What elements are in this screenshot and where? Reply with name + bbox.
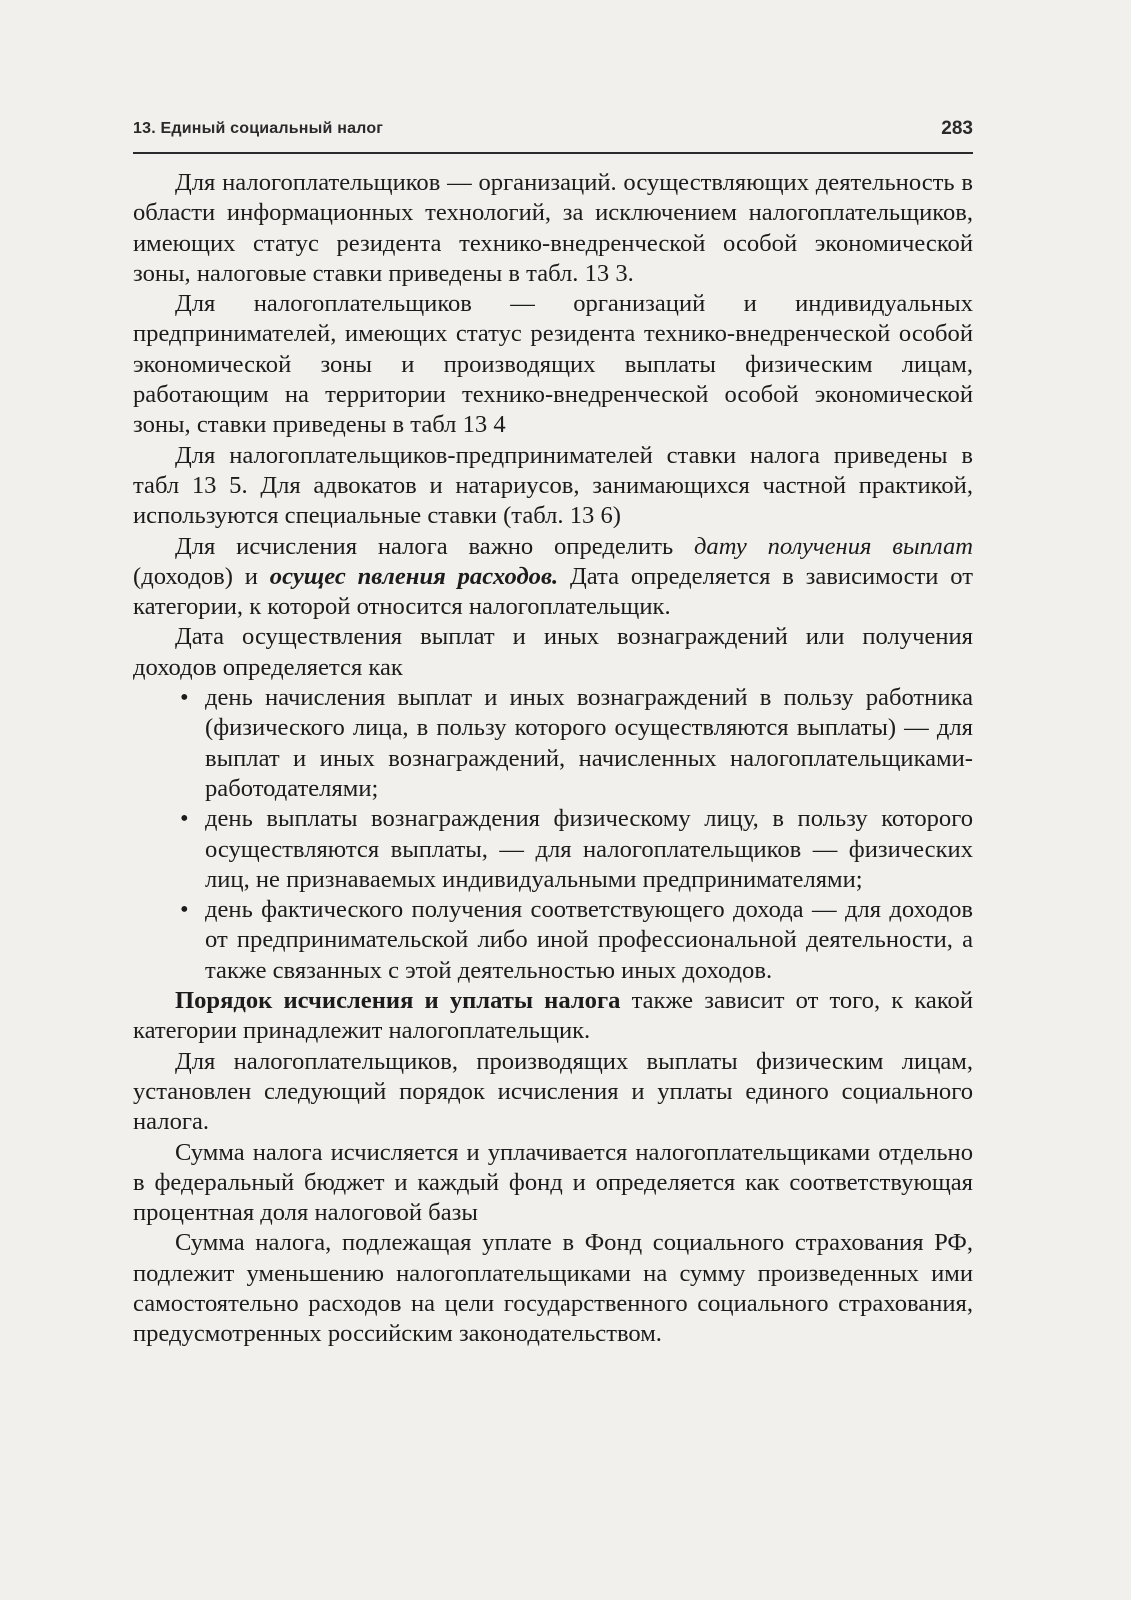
list-item: • день начисления выплат и иных вознаграждений в пользу работника (физического лица, в пользу которого осуществляются выплаты) — для выплат и иных вознаграждений, начисленных налогоплательщиками-работодателями; <box>205 683 973 804</box>
list-item: • день выплаты вознаграждения физическому лицу, в пользу которого осуществляются выплаты, — для налогоплательщиков — физических лиц, не признаваемых индивидуальными предпринимателями; <box>205 804 973 895</box>
page-number: 283 <box>941 118 973 139</box>
paragraph-calculation-order <box>133 986 973 1047</box>
paragraph-tax-amount: Сумма налога исчисляется и уплачивается налогоплательщиками отдельно в федеральный бюджет и каждый фонд и определяется как соответствующая процентная доля налоговой базы <box>133 1138 973 1227</box>
bold-term: Порядок исчисления и уплаты налога <box>175 987 621 1015</box>
paragraph-tve-resident-rates: Для налогоплательщиков — организаций и индивидуальных предпринимателей, имеющих статус резидента технико-внедренческой особой экономической зоны и производящих выплаты физическим лицам, работающим на территории технико-внедренческой особой экономической зоны, ставки приведены в табл 13 4 <box>133 290 973 439</box>
emphasis-payment-date: дату получения выплат <box>693 532 973 560</box>
emphasis-expense-date: осущес пвления расходов. <box>269 562 559 590</box>
paragraph-date-definition: Дата осуществления выплат и иных вознаграждений или получения доходов определяется как <box>133 623 973 681</box>
paragraph-payers-procedure: Для налогоплательщиков, производящих выплаты физическим лицам, установлен следующий порядок исчисления и уплаты единого социального налога. <box>133 1047 973 1136</box>
page-body <box>133 168 973 1350</box>
chapter-title: 13. Единый социальный налог <box>133 120 384 137</box>
running-header <box>133 112 973 154</box>
date-rules-list <box>133 683 973 986</box>
paragraph-social-insurance: Сумма налога, подлежащая уплате в Фонд социального страхования РФ, подлежит уменьшению налогоплательщиками на сумму произведенных ими самостоятельно расходов на цели государственного социального страхования, предусмотренных российским законодательством. <box>133 1229 973 1348</box>
list-item: • день фактического получения соответствующего дохода — для доходов от предпринимательской либо иной профессиональной деятельности, а также связанных с этой деятельностью иных доходов. <box>205 895 973 986</box>
paragraph-it-rates: Для налогоплательщиков — организаций. осуществляющих деятельность в области информационных технологий, за исключением налогоплательщиков, имеющих статус резидента технико-внедренческой особой экономической зоны, налоговые ставки приведены в табл. 13 3. <box>133 169 973 287</box>
paragraph-text: (доходов) и <box>133 562 270 590</box>
paragraph-text: Для исчисления налога важно определить <box>175 532 694 560</box>
paragraph-text: также зависит от того, к какой категории принадлежит налогоплательщик. <box>133 987 973 1045</box>
paragraph-entrepreneur-rates: Для налогоплательщиков-предпринимателей ставки налога приведены в табл 13 5. Для адвокатов и натариусов, занимающихся частной практикой, используются специальные ставки (табл. 13 6) <box>133 441 973 530</box>
paragraph-payment-date <box>133 532 973 623</box>
paragraph-text: Дата определяется в зависимости от категории, к которой относится налогоплательщик. <box>133 562 974 621</box>
